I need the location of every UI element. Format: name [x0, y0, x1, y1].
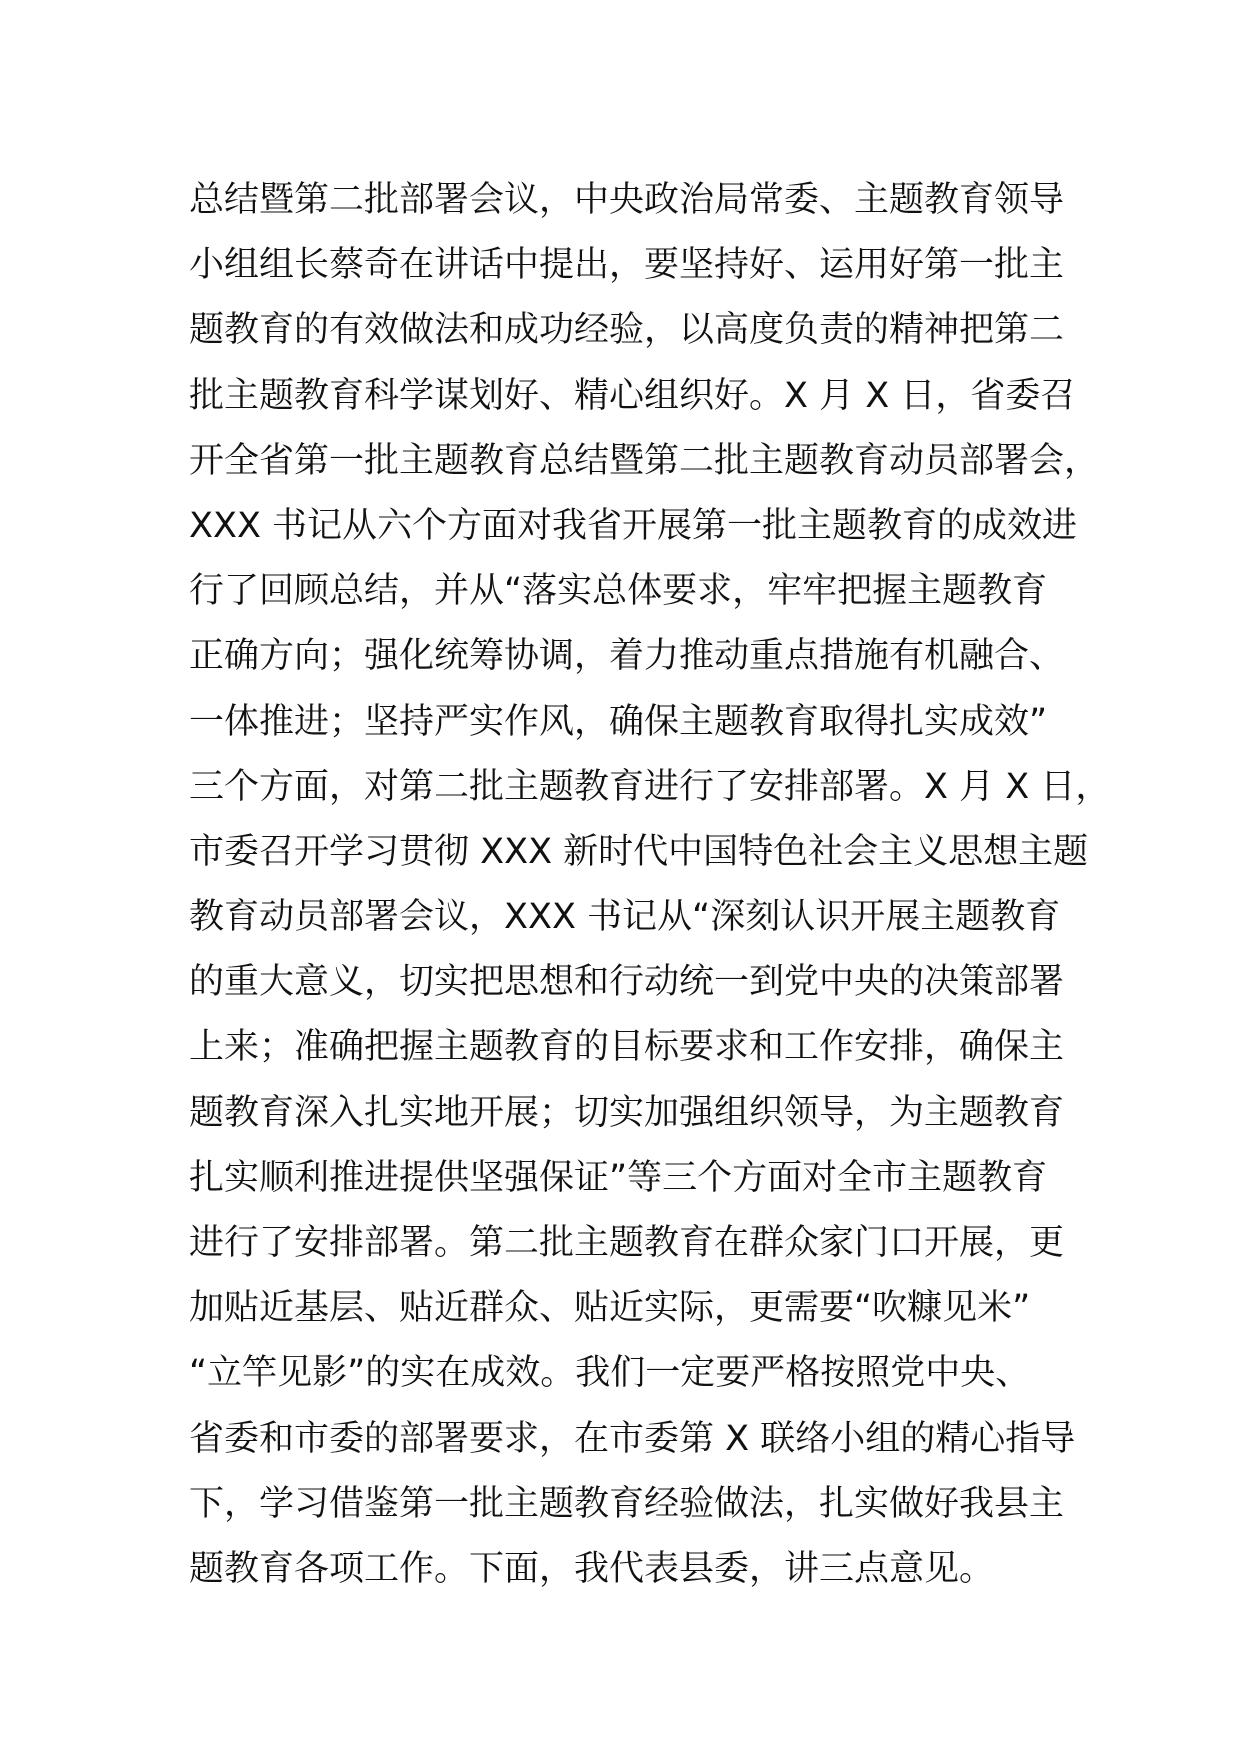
text-line: 进行了安排部署。第二批主题教育在群众家门口开展，更 [189, 1223, 1065, 1263]
text-line: 扎实顺利推进提供坚强保证”等三个方面对全市主题教育 [189, 1157, 1048, 1198]
text-line: 加贴近基层、贴近群众、贴近实际，更需要“吹糠见米” [189, 1288, 1031, 1329]
text-line: 的重大意义，切实把思想和行动统一到党中央的决策部署 [189, 962, 1065, 1003]
text-line: 教育动员部署会议，XXX 书记从“深刻认识开展主题教育 [189, 897, 1061, 938]
text-line: 下，学习借鉴第一批主题教育经验做法，扎实做好我县主 [189, 1483, 1065, 1524]
text-line: XXX 书记从六个方面对我省开展第一批主题教育的成效进 [189, 505, 1078, 546]
text-line: 正确方向；强化统筹协调，着力推动重点措施有机融合、 [189, 636, 1065, 677]
text-line: 市委召开学习贯彻 XXX 新时代中国特色社会主义思想主题 [189, 831, 1089, 872]
text-line: 批主题教育科学谋划好、精心组织好。X 月 X 日，省委召 [189, 375, 1076, 416]
text-line: 三个方面，对第二批主题教育进行了安排部署。X 月 X 日， [189, 766, 1111, 807]
text-line: 题教育各项工作。下面，我代表县委，讲三点意见。 [189, 1548, 995, 1589]
text-line: “立竿见影”的实在成效。我们一定要严格按照党中央、 [189, 1353, 1031, 1394]
text-line: 题教育的有效做法和成功经验，以高度负责的精神把第二 [189, 310, 1065, 351]
text-line: 行了回顾总结，并从“落实总体要求，牢牢把握主题教育 [189, 571, 1048, 612]
text-line: 一体推进；坚持严实作风，确保主题教育取得扎实成效” [189, 701, 1048, 742]
text-line: 省委和市委的部署要求，在市委第 X 联络小组的精心指导 [189, 1418, 1076, 1459]
text-line: 开全省第一批主题教育总结暨第二批主题教育动员部署会， [189, 440, 1100, 481]
text-line: 总结暨第二批部署会议，中央政治局常委、主题教育领导 [189, 180, 1065, 220]
text-line: 小组组长蔡奇在讲话中提出，要坚持好、运用好第一批主 [189, 245, 1065, 286]
body-text [189, 168, 1111, 1602]
text-line: 上来；准确把握主题教育的目标要求和工作安排，确保主 [189, 1027, 1065, 1068]
text-line: 题教育深入扎实地开展；切实加强组织领导，为主题教育 [189, 1092, 1065, 1133]
